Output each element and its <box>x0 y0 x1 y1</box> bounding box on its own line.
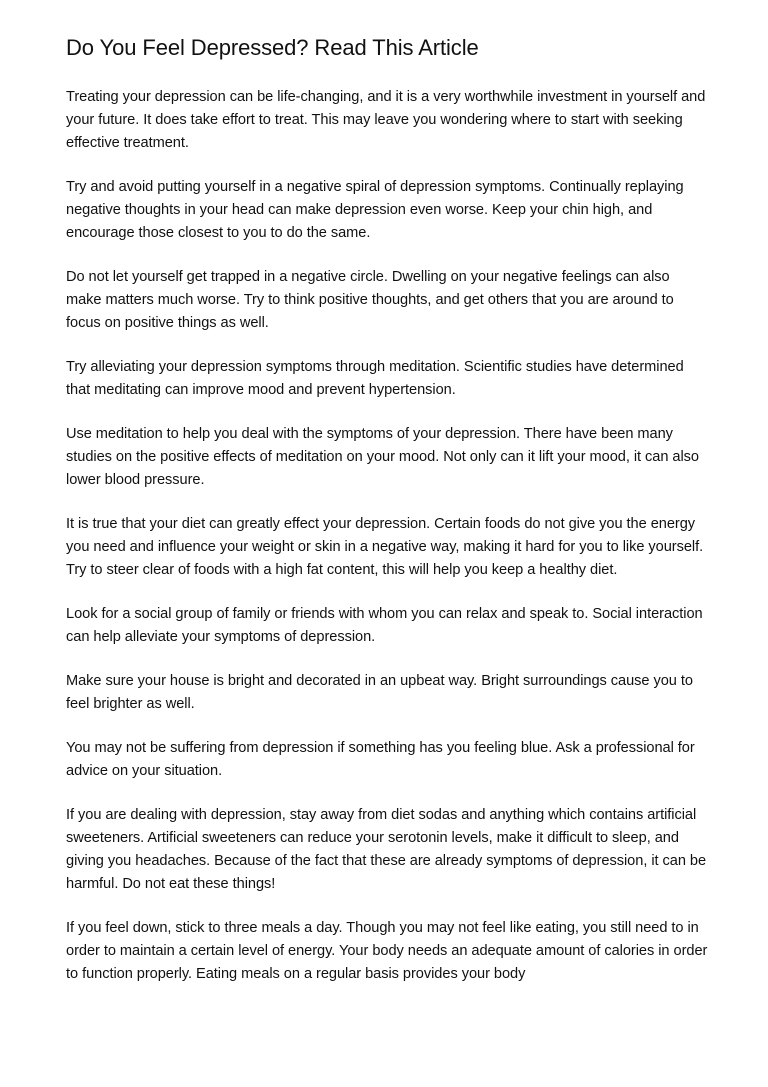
paragraph: Do not let yourself get trapped in a negative circle. Dwelling on your negative feelings can also make matters much worse. Try to think positive thoughts, and get others that you are around to focus on positive things as well. <box>66 269 674 331</box>
paragraph: If you feel down, stick to three meals a day. Though you may not feel like eating, you still need to in order to maintain a certain level of energy. Your body needs an adequate amount of calories in order to function properly. Eating meals on a regular basis provides your body <box>66 920 708 982</box>
paragraph: Treating your depression can be life-changing, and it is a very worthwhile investment in yourself and your future. It does take effort to treat. This may leave you wondering where to start with seeking effective treatment. <box>66 89 706 151</box>
paragraph: Try alleviating your depression symptoms through meditation. Scientific studies have determined that meditating can improve mood and prevent hypertension. <box>66 359 684 398</box>
paragraph: Use meditation to help you deal with the symptoms of your depression. There have been many studies on the positive effects of meditation on your mood. Not only can it lift your mood, it can also lower blood pressure. <box>66 426 699 488</box>
paragraph: Look for a social group of family or friends with whom you can relax and speak to. Social interaction can help alleviate your symptoms of depression. <box>66 606 703 645</box>
page-title: Do You Feel Depressed? Read This Article <box>66 35 479 60</box>
paragraph: Make sure your house is bright and decorated in an upbeat way. Bright surroundings cause you to feel brighter as well. <box>66 673 693 712</box>
paragraph: You may not be suffering from depression if something has you feeling blue. Ask a professional for advice on your situation. <box>66 740 695 779</box>
paragraph: It is true that your diet can greatly effect your depression. Certain foods do not give you the energy you need and influence your weight or skin in a negative way, making it hard for you to like yourself. Try to steer clear of foods with a high fat content, this will help you keep a healthy diet. <box>66 516 704 578</box>
paragraph: If you are dealing with depression, stay away from diet sodas and anything which contains artificial sweeteners. Artificial sweeteners can reduce your serotonin levels, make it difficult to sleep, and giving you headaches. Because of the fact that these are already symptoms of depression, it can be harmful. Do not eat these things! <box>66 807 707 892</box>
paragraph: Try and avoid putting yourself in a negative spiral of depression symptoms. Continually replaying negative thoughts in your head can make depression even worse. Keep your chin high, and encourage those closest to you to do the same. <box>66 179 684 241</box>
